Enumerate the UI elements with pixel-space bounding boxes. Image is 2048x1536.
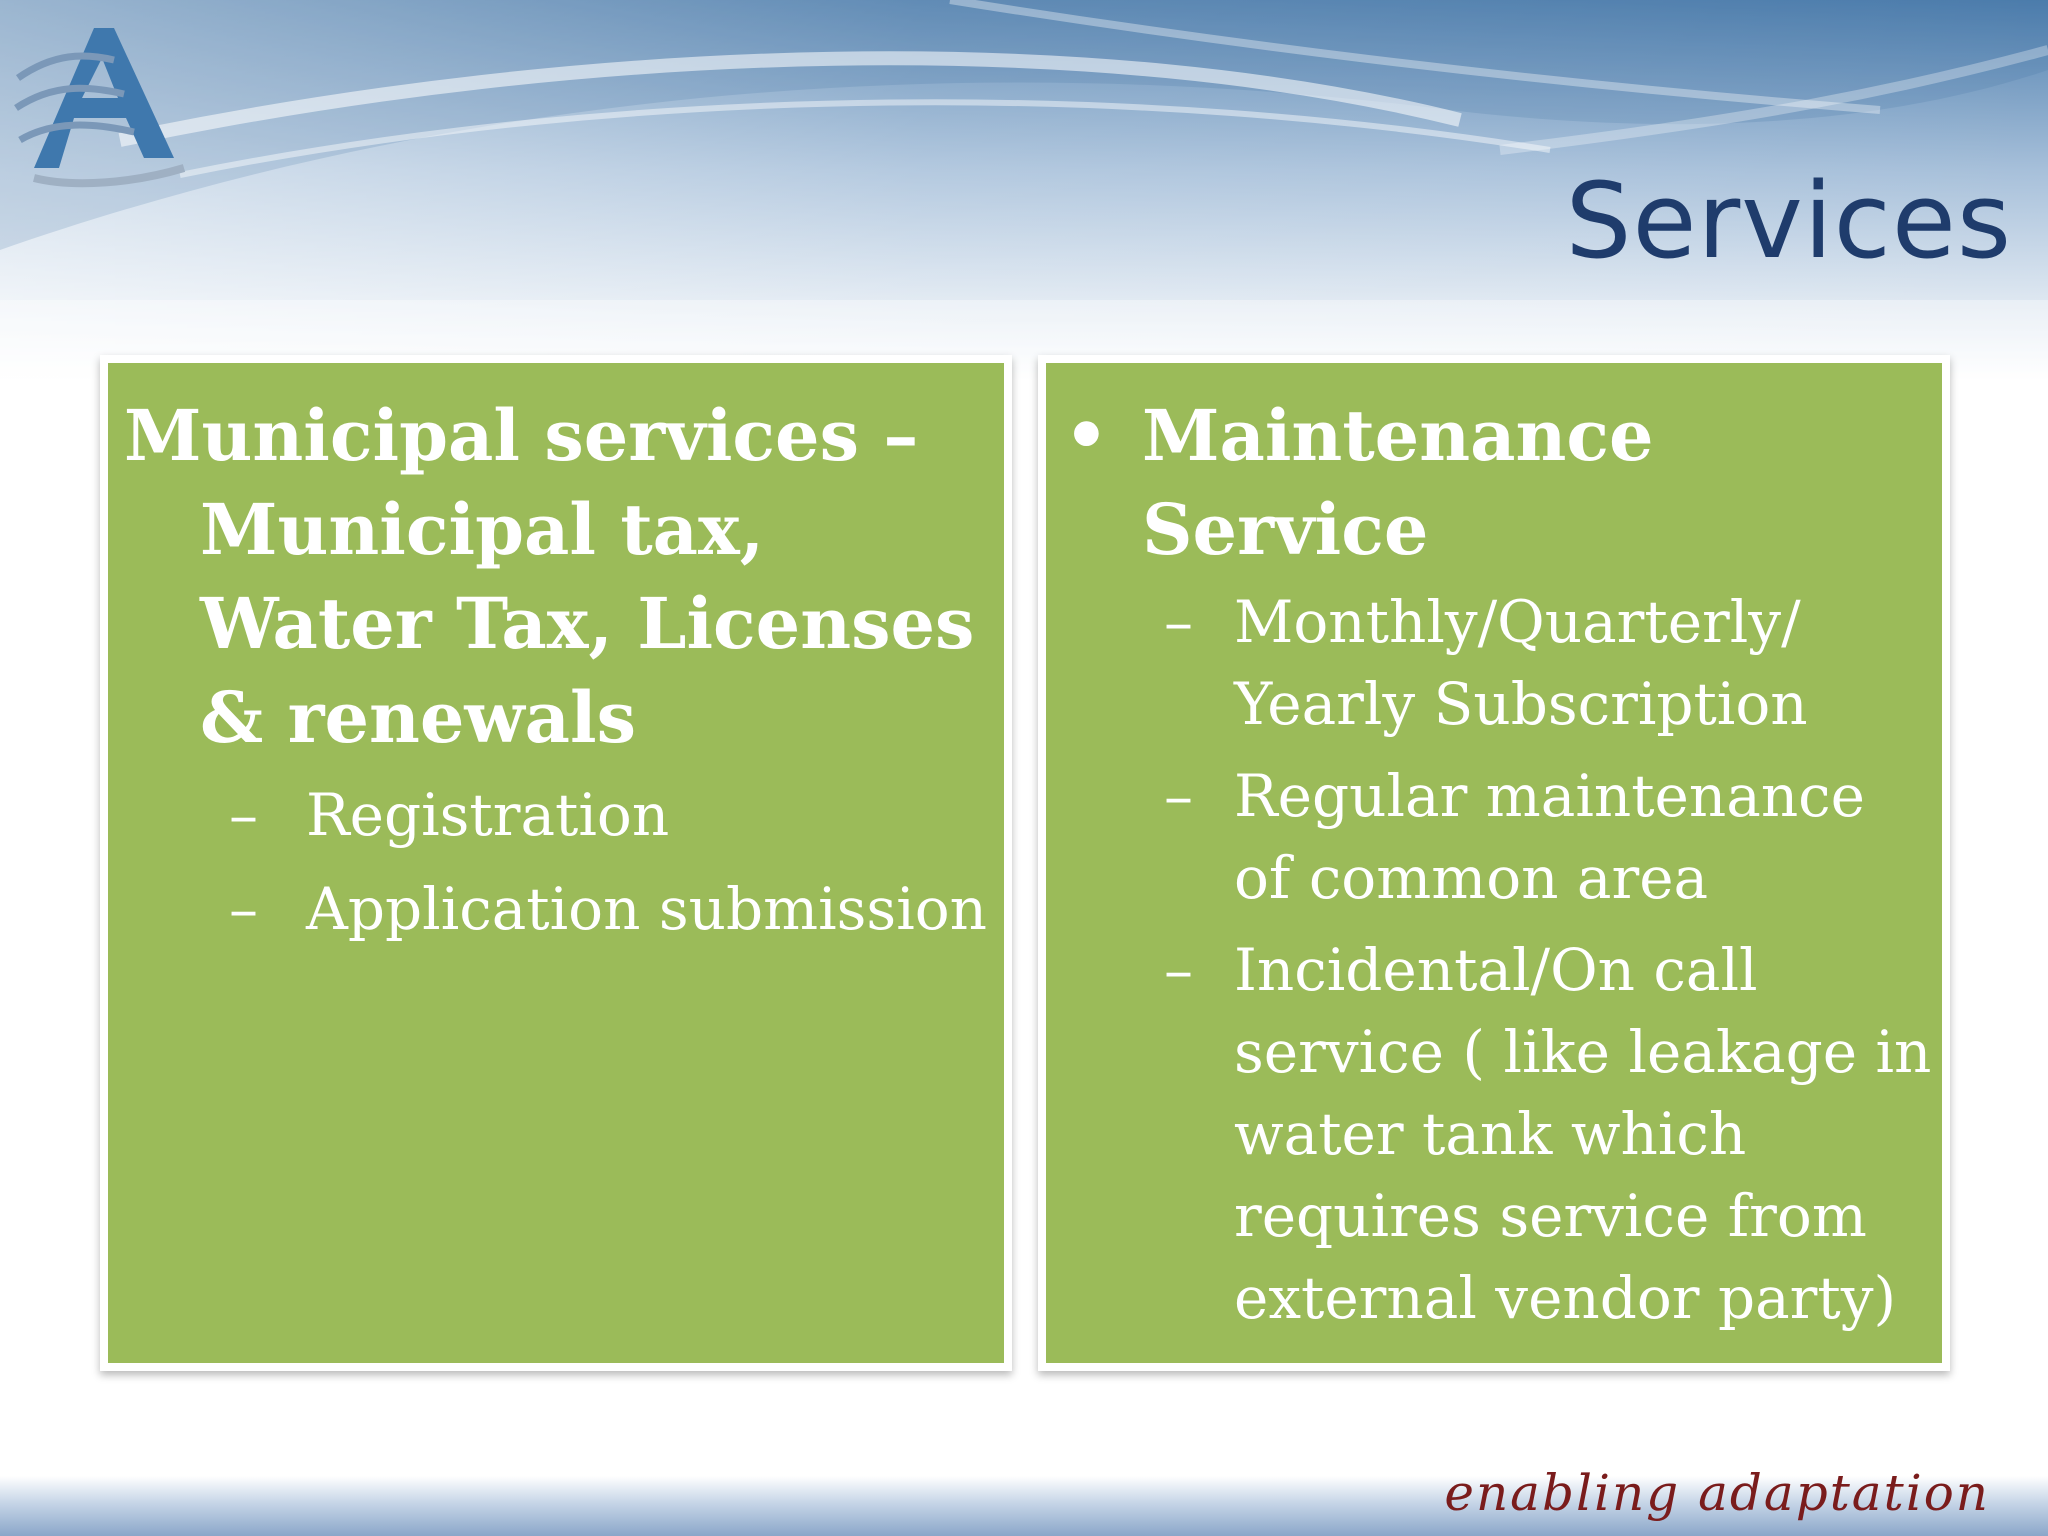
municipal-services-heading: Municipal services – Municipal tax, Water Tax, Licenses & renewals [124, 394, 975, 759]
dash-marker: – [1164, 936, 1193, 1004]
dash-marker: – [229, 875, 258, 943]
municipal-services-panel [100, 355, 1012, 1371]
list-item [1046, 581, 1942, 745]
list-item [1046, 929, 1942, 1339]
list-item-text: Incidental/On call service ( like leakage in water tank which requires service from external vendor party) [1234, 936, 1932, 1332]
list-item [124, 869, 1004, 949]
slide-title: Services [1565, 160, 2012, 282]
dash-marker: – [1164, 588, 1193, 656]
list-item-text: Regular maintenance of common area [1234, 762, 1865, 912]
dash-marker: – [1164, 762, 1193, 830]
list-item-text: Registration [306, 781, 670, 849]
footer-tagline: enabling adaptation [1444, 1464, 1990, 1522]
maintenance-service-heading [1046, 389, 1942, 577]
list-item-text: Application submission [306, 875, 988, 943]
dash-marker: – [229, 781, 258, 849]
list-item [124, 775, 1004, 855]
list-item-text: Monthly/Quarterly/ Yearly Subscription [1234, 588, 1808, 738]
maintenance-service-heading-text: Maintenance Service [1142, 394, 1654, 571]
maintenance-service-panel [1038, 355, 1950, 1371]
company-logo-icon [14, 8, 194, 188]
bullet-marker: • [1064, 395, 1109, 477]
list-item [1046, 755, 1942, 919]
